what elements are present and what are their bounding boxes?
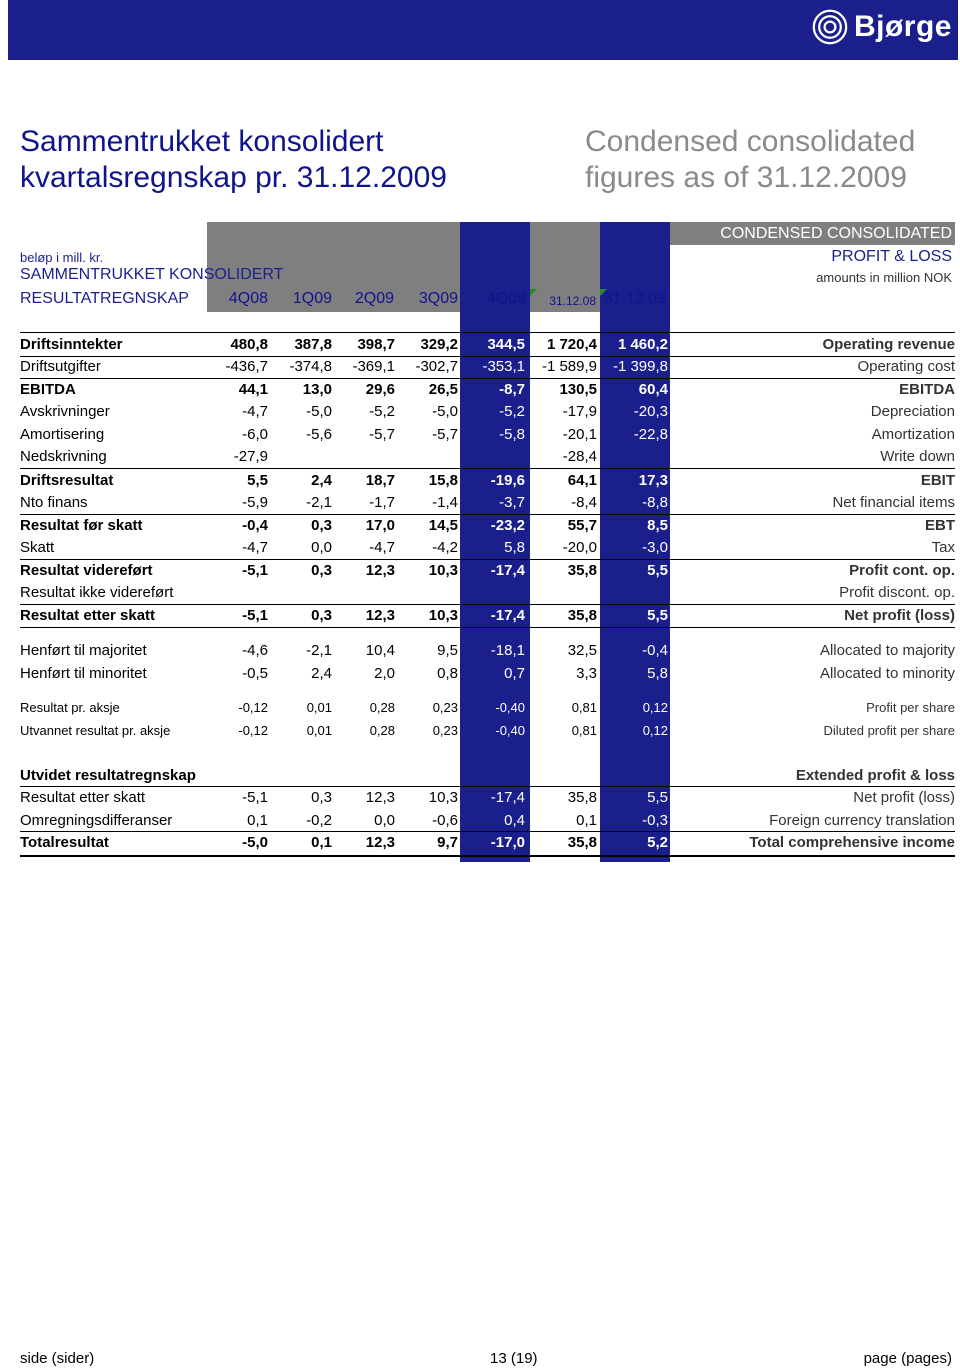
- table-row: [20, 379, 955, 401]
- row-label-english: Foreign currency translation: [769, 812, 955, 829]
- column-header-2q09: 2Q09: [354, 290, 394, 307]
- value-cell: 32,5: [567, 642, 597, 659]
- footer-right: page (pages): [863, 1350, 952, 1367]
- table-row: [20, 401, 955, 423]
- value-cell: 10,3: [428, 562, 458, 579]
- value-cell: 35,8: [567, 834, 597, 851]
- value-cell: -369,1: [352, 358, 395, 375]
- value-cell: -0,12: [238, 723, 268, 738]
- value-cell: 14,5: [428, 517, 458, 534]
- value-cell: -4,7: [242, 539, 268, 556]
- value-cell: 17,3: [638, 472, 668, 489]
- value-cell: 12,3: [365, 834, 395, 851]
- row-label-english: Tax: [931, 539, 955, 556]
- row-label: Resultat etter skatt: [20, 607, 156, 624]
- value-cell: -8,4: [571, 494, 597, 511]
- row-label: Resultat før skatt: [20, 517, 143, 534]
- value-cell: 12,3: [365, 607, 395, 624]
- row-label-english: Profit cont. op.: [849, 562, 955, 579]
- table-row: [20, 810, 955, 832]
- header-belop-note: beløp i mill. kr.: [20, 250, 104, 265]
- value-cell: 387,8: [294, 336, 332, 353]
- value-cell: 1 460,2: [617, 336, 668, 353]
- row-label-english: EBT: [925, 517, 955, 534]
- value-cell: -17,4: [490, 607, 525, 624]
- value-cell: 0,01: [306, 700, 332, 715]
- value-cell: -3,7: [499, 494, 525, 511]
- cell-note-flag: [530, 289, 537, 296]
- value-cell: -5,0: [306, 403, 332, 420]
- row-label: Utvidet resultatregnskap: [20, 767, 196, 784]
- row-separator: [20, 604, 955, 605]
- header-no-line1: SAMMENTRUKKET KONSOLIDERT: [20, 266, 284, 283]
- table-row: [20, 720, 955, 742]
- value-cell: 329,2: [420, 336, 458, 353]
- row-separator: [20, 627, 955, 628]
- value-cell: -17,9: [562, 403, 597, 420]
- header-en-line1: CONDENSED CONSOLIDATED: [720, 225, 952, 242]
- cell-note-flag: [600, 289, 607, 296]
- row-label-english: Profit discont. op.: [839, 584, 955, 601]
- table-row: [20, 470, 955, 492]
- header-en-line2: PROFIT & LOSS: [831, 248, 952, 265]
- value-cell: 0,1: [311, 834, 332, 851]
- value-cell: -0,40: [495, 700, 525, 715]
- value-cell: 17,0: [365, 517, 395, 534]
- value-cell: -17,4: [490, 562, 525, 579]
- value-cell: -5,1: [242, 789, 268, 806]
- table-row: [20, 424, 955, 446]
- value-cell: -374,8: [289, 358, 332, 375]
- value-cell: 60,4: [638, 381, 668, 398]
- value-cell: 13,0: [302, 381, 332, 398]
- value-cell: -5,7: [369, 426, 395, 443]
- title-en-line2: figures as of 31.12.2009: [585, 161, 907, 194]
- row-label-english: Net financial items: [832, 494, 955, 511]
- value-cell: 0,3: [311, 517, 332, 534]
- row-label: Skatt: [20, 539, 55, 556]
- logo-rings-icon: [812, 7, 848, 47]
- value-cell: -4,7: [369, 539, 395, 556]
- brand-logo: [812, 2, 952, 52]
- row-label-english: Write down: [880, 448, 955, 465]
- value-cell: -2,1: [306, 494, 332, 511]
- row-label: Driftsinntekter: [20, 336, 123, 353]
- value-cell: -1 589,9: [541, 358, 597, 375]
- value-cell: 44,1: [238, 381, 268, 398]
- value-cell: 0,81: [571, 700, 597, 715]
- row-separator: [20, 468, 955, 469]
- row-label: EBITDA: [20, 381, 76, 398]
- row-label: Resultat pr. aksje: [20, 700, 120, 715]
- value-cell: -0,12: [238, 700, 268, 715]
- table-row: [20, 663, 955, 685]
- table-row: [20, 560, 955, 582]
- table-row: [20, 832, 955, 854]
- value-cell: 0,0: [311, 539, 332, 556]
- row-label-english: Net profit (loss): [853, 789, 955, 806]
- title-norwegian: [20, 124, 447, 196]
- value-cell: 9,7: [437, 834, 458, 851]
- value-cell: -8,8: [642, 494, 668, 511]
- value-cell: 0,3: [311, 562, 332, 579]
- row-label-english: Extended profit & loss: [795, 767, 955, 784]
- row-label: Driftsresultat: [20, 472, 114, 489]
- value-cell: -18,1: [490, 642, 525, 659]
- value-cell: 29,6: [365, 381, 395, 398]
- value-cell: -1,4: [432, 494, 458, 511]
- value-cell: -6,0: [242, 426, 268, 443]
- column-header-1q09: 1Q09: [292, 290, 332, 307]
- row-label: Utvannet resultat pr. aksje: [20, 723, 171, 738]
- row-label: Resultat ikke videreført: [20, 584, 174, 601]
- row-label-english: Allocated to minority: [819, 665, 955, 682]
- brand-name: Bjørge: [853, 10, 952, 43]
- table-row: [20, 492, 955, 514]
- row-separator: [20, 514, 955, 515]
- row-label: Amortisering: [20, 426, 105, 443]
- value-cell: -27,9: [233, 448, 268, 465]
- value-cell: 55,7: [567, 517, 597, 534]
- table-row: [20, 640, 955, 662]
- value-cell: 0,23: [432, 723, 458, 738]
- value-cell: -5,7: [432, 426, 458, 443]
- table-row: [20, 446, 955, 468]
- row-label-english: Operating cost: [857, 358, 955, 375]
- value-cell: 2,4: [311, 665, 332, 682]
- table-row: [20, 515, 955, 537]
- value-cell: 35,8: [567, 562, 597, 579]
- value-cell: 0,12: [642, 700, 668, 715]
- value-cell: 0,3: [311, 607, 332, 624]
- value-cell: -4,7: [242, 403, 268, 420]
- value-cell: 10,3: [428, 789, 458, 806]
- column-header-3q09: 3Q09: [418, 290, 458, 307]
- value-cell: -8,7: [499, 381, 525, 398]
- value-cell: 5,8: [504, 539, 525, 556]
- table-row: [20, 582, 955, 604]
- value-cell: -3,0: [642, 539, 668, 556]
- value-cell: 26,5: [428, 381, 458, 398]
- footer-page-number: 13 (19): [490, 1350, 538, 1367]
- row-label: Nto finans: [20, 494, 88, 511]
- value-cell: -4,2: [432, 539, 458, 556]
- column-header-4q09: 4Q09: [486, 290, 526, 307]
- value-cell: 0,4: [504, 812, 525, 829]
- value-cell: -4,6: [242, 642, 268, 659]
- value-cell: -20,0: [562, 539, 597, 556]
- row-separator: [20, 786, 955, 787]
- value-cell: -19,6: [490, 472, 525, 489]
- title-no-line2: kvartalsregnskap pr. 31.12.2009: [20, 161, 447, 194]
- row-label-english: Depreciation: [870, 403, 955, 420]
- value-cell: 0,81: [571, 723, 597, 738]
- title-en-line1: Condensed consolidated: [585, 125, 916, 158]
- value-cell: 480,8: [230, 336, 268, 353]
- value-cell: 398,7: [357, 336, 395, 353]
- row-label-english: Net profit (loss): [844, 607, 955, 624]
- value-cell: -5,0: [432, 403, 458, 420]
- row-separator: [20, 559, 955, 560]
- row-label: Henført til minoritet: [20, 665, 147, 682]
- column-header-311208: 31.12.08: [549, 294, 596, 308]
- row-label: Henført til majoritet: [20, 642, 147, 659]
- header-no-line2: RESULTATREGNSKAP: [20, 290, 189, 307]
- row-label-english: Amortization: [871, 426, 955, 443]
- value-cell: -20,1: [562, 426, 597, 443]
- table-row: [20, 605, 955, 627]
- value-cell: -0,6: [432, 812, 458, 829]
- value-cell: 0,3: [311, 789, 332, 806]
- table-row: [20, 765, 955, 787]
- value-cell: 2,0: [374, 665, 395, 682]
- value-cell: 64,1: [567, 472, 597, 489]
- value-cell: -5,2: [369, 403, 395, 420]
- value-cell: -23,2: [490, 517, 525, 534]
- value-cell: 0,1: [576, 812, 597, 829]
- row-label: Avskrivninger: [20, 403, 110, 420]
- value-cell: -436,7: [225, 358, 268, 375]
- row-label: Nedskrivning: [20, 448, 107, 465]
- value-cell: 10,4: [365, 642, 395, 659]
- value-cell: 9,5: [437, 642, 458, 659]
- value-cell: 5,5: [247, 472, 268, 489]
- value-cell: 5,5: [647, 562, 668, 579]
- value-cell: 3,3: [576, 665, 597, 682]
- row-label-english: Profit per share: [866, 700, 955, 715]
- value-cell: -5,6: [306, 426, 332, 443]
- value-cell: 2,4: [311, 472, 332, 489]
- footer-left: side (sider): [20, 1350, 95, 1367]
- row-separator: [20, 378, 955, 379]
- value-cell: -0,4: [242, 517, 268, 534]
- value-cell: -5,1: [242, 607, 268, 624]
- value-cell: 130,5: [559, 381, 597, 398]
- value-cell: -17,0: [490, 834, 525, 851]
- table-bottom-rule: [20, 855, 955, 857]
- row-label-english: Diluted profit per share: [823, 723, 955, 738]
- value-cell: -1 399,8: [612, 358, 668, 375]
- value-cell: 0,1: [247, 812, 268, 829]
- value-cell: 344,5: [487, 336, 525, 353]
- value-cell: 0,12: [642, 723, 668, 738]
- table-row: [20, 787, 955, 809]
- value-cell: 5,2: [647, 834, 668, 851]
- row-separator: [20, 831, 955, 832]
- value-cell: -0,2: [306, 812, 332, 829]
- row-label-english: Allocated to majority: [819, 642, 955, 659]
- value-cell: -0,5: [242, 665, 268, 682]
- value-cell: -5,8: [499, 426, 525, 443]
- value-cell: 0,01: [306, 723, 332, 738]
- value-cell: 0,28: [369, 723, 395, 738]
- value-cell: 10,3: [428, 607, 458, 624]
- table-row: [20, 334, 955, 356]
- value-cell: -353,1: [482, 358, 525, 375]
- value-cell: 5,5: [647, 607, 668, 624]
- row-label: Driftsutgifter: [20, 358, 101, 375]
- value-cell: 15,8: [428, 472, 458, 489]
- title-english: [585, 124, 915, 196]
- value-cell: 5,8: [647, 665, 668, 682]
- value-cell: -28,4: [562, 448, 597, 465]
- table-row: [20, 697, 955, 719]
- value-cell: -302,7: [415, 358, 458, 375]
- value-cell: -5,1: [242, 562, 268, 579]
- value-cell: 0,0: [374, 812, 395, 829]
- value-cell: -22,8: [633, 426, 668, 443]
- row-label: Resultat etter skatt: [20, 789, 146, 806]
- value-cell: 35,8: [567, 789, 597, 806]
- value-cell: -5,2: [499, 403, 525, 420]
- row-label: Omregningsdifferanser: [20, 812, 173, 829]
- value-cell: 0,23: [432, 700, 458, 715]
- value-cell: 1 720,4: [546, 336, 597, 353]
- value-cell: 5,5: [647, 789, 668, 806]
- column-header-4q08: 4Q08: [228, 290, 268, 307]
- header-english-title: [720, 222, 952, 268]
- row-separator: [20, 332, 955, 333]
- value-cell: 0,28: [369, 700, 395, 715]
- value-cell: -5,9: [242, 494, 268, 511]
- value-cell: -17,4: [490, 789, 525, 806]
- table-row: [20, 356, 955, 378]
- value-cell: -20,3: [633, 403, 668, 420]
- value-cell: 18,7: [365, 472, 395, 489]
- value-cell: 12,3: [365, 562, 395, 579]
- value-cell: 35,8: [567, 607, 597, 624]
- row-label: Totalresultat: [20, 834, 109, 851]
- row-label-english: Total comprehensive income: [749, 834, 955, 851]
- value-cell: -1,7: [369, 494, 395, 511]
- title-no-line1: Sammentrukket konsolidert: [20, 125, 384, 158]
- value-cell: -5,0: [242, 834, 268, 851]
- row-separator: [20, 356, 955, 357]
- row-label: Resultat videreført: [20, 562, 153, 579]
- value-cell: -2,1: [306, 642, 332, 659]
- value-cell: -0,40: [495, 723, 525, 738]
- column-header-311209: 31.12.09: [603, 290, 666, 307]
- value-cell: 12,3: [365, 789, 395, 806]
- value-cell: 0,7: [504, 665, 525, 682]
- value-cell: -0,3: [642, 812, 668, 829]
- value-cell: 0,8: [437, 665, 458, 682]
- row-label-english: Operating revenue: [822, 336, 955, 353]
- value-cell: -0,4: [642, 642, 668, 659]
- header-amounts-note: amounts in million NOK: [816, 270, 952, 285]
- table-row: [20, 537, 955, 559]
- row-label-english: EBITDA: [899, 381, 955, 398]
- row-label-english: EBIT: [920, 472, 955, 489]
- value-cell: 8,5: [647, 517, 668, 534]
